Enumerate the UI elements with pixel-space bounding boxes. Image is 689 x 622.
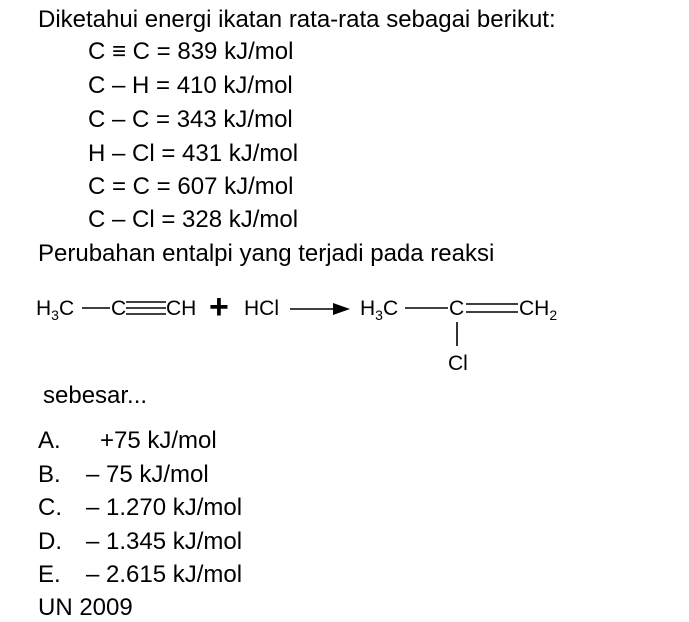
reactant2-hcl: HCl <box>244 297 279 320</box>
option-b-letter: B. <box>38 461 61 488</box>
question-intro: Diketahui energi ikatan rata-rata sebagai berikut: <box>38 6 556 33</box>
product-cl: Cl <box>448 352 468 375</box>
reaction-arrow-head <box>333 303 350 315</box>
product-h3c: $H_3C$ <box>360 297 399 323</box>
question-suffix: sebesar... <box>43 382 148 409</box>
reaction-equation <box>30 284 590 384</box>
option-e[interactable] <box>38 561 243 589</box>
option-c-letter: C. <box>38 494 62 521</box>
reaction-diagram <box>30 284 590 384</box>
option-d[interactable] <box>38 528 243 556</box>
bond-energy-double-cc: C = C = 607 kJ/mol <box>88 173 294 200</box>
option-d-text: – 1.345 kJ/mol <box>86 528 243 555</box>
question-text: Perubahan entalpi yang terjadi pada reaksi <box>38 240 495 267</box>
reactant1-h3c: $H_3C$ <box>36 297 75 323</box>
bond-energy-ch: C – H = 410 kJ/mol <box>88 72 293 99</box>
option-e-letter: E. <box>38 561 61 588</box>
product-c: C <box>449 297 465 320</box>
option-b-text: – 75 kJ/mol <box>86 461 209 488</box>
option-a-text: +75 kJ/mol <box>100 427 217 454</box>
option-a[interactable] <box>38 427 217 455</box>
option-d-letter: D. <box>38 528 62 555</box>
reactant1-c: C <box>111 297 127 320</box>
option-b[interactable] <box>38 461 209 489</box>
bond-energy-ccl: C – Cl = 328 kJ/mol <box>88 206 299 233</box>
option-c-text: – 1.270 kJ/mol <box>86 494 243 521</box>
plus-sign: + <box>209 288 229 326</box>
option-a-letter: A. <box>38 427 61 454</box>
reactant1-ch: CH <box>166 297 197 320</box>
product-ch2: $CH_2$ <box>519 297 558 323</box>
source-label: UN 2009 <box>38 594 133 621</box>
option-c[interactable] <box>38 494 243 522</box>
bond-energy-cc: C – C = 343 kJ/mol <box>88 106 293 133</box>
option-e-text: – 2.615 kJ/mol <box>86 561 243 588</box>
bond-energy-hcl: H – Cl = 431 kJ/mol <box>88 140 299 167</box>
bond-energy-triple-cc: C ≡ C = 839 kJ/mol <box>88 38 294 65</box>
